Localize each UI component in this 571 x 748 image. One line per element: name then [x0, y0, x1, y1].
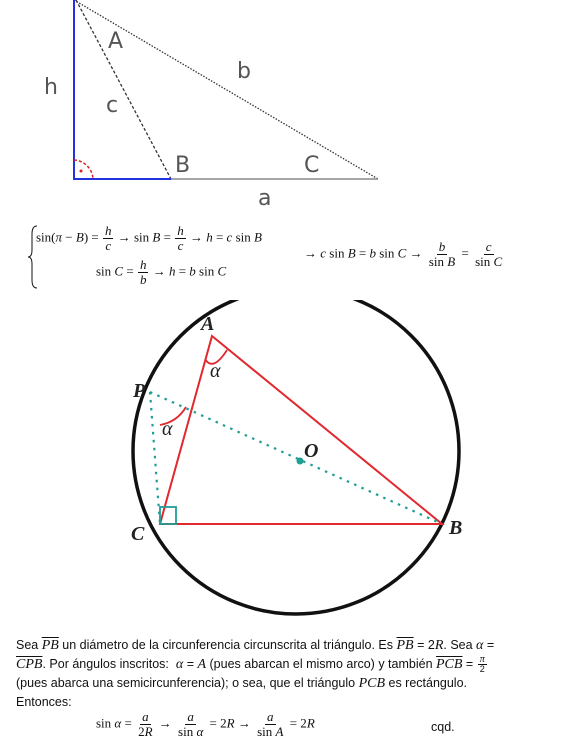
label-alpha-A: α	[210, 360, 221, 382]
label-h: h	[44, 75, 58, 100]
proof-line-4: Entonces:	[16, 695, 72, 710]
label-a: a	[258, 186, 272, 211]
label-A: A	[108, 29, 124, 54]
label-B: B	[175, 153, 191, 178]
cqd-label: cqd.	[431, 720, 455, 734]
triangle-ABC	[160, 336, 442, 524]
equation-system	[28, 224, 558, 292]
label-C: C	[304, 153, 320, 178]
label-O: O	[304, 440, 319, 462]
label-A-circle: A	[201, 313, 215, 335]
circle-figure	[0, 300, 571, 620]
proof-paragraph	[16, 636, 561, 712]
label-B-circle: B	[449, 517, 463, 539]
equation-line-2: sin C = $\frac{h}{b}$ → h = b sin C	[96, 257, 227, 287]
label-b: b	[237, 59, 251, 84]
label-P: P	[133, 380, 146, 402]
side-c	[76, 0, 171, 179]
center-point-O	[297, 458, 304, 465]
final-equation: sin α = $\frac{a}{2R}$ → $\frac{a}{\text{sin α}}$ = 2R → $\frac{a}{\text{sin A}}$ = 2R	[96, 709, 315, 739]
label-C-circle: C	[131, 523, 145, 545]
chord-PC	[150, 392, 160, 524]
label-c: c	[106, 93, 119, 118]
proof-line-3: (pues abarca una semicircunferencia); o sea, que el triángulo PCB es rectángulo.	[16, 676, 468, 692]
triangle-figure	[0, 0, 571, 215]
proof-line-1: Sea $\overline{PB}$ un diámetro de la circunferencia circunscrita al triángulo. Es $\overline{PB} = 2R$. Sea α =	[16, 638, 495, 653]
diameter-PB	[150, 392, 442, 524]
label-alpha-P: α	[162, 418, 173, 440]
proof-line-2: $\overline{CPB}$. Por ángulos inscritos: α = A (pues abarcan el mismo arco) y también $\overline{PCB}$ = $\frac{\pi}{2}$	[16, 654, 485, 675]
equation-line-1: sin(π − B) = $\frac{h}{c}$ → sin B = $\frac{h}{c}$ → h = c sin B	[36, 223, 262, 253]
circumcircle	[133, 300, 459, 614]
right-angle-dot	[80, 170, 83, 173]
right-angle-mark	[74, 160, 93, 179]
side-b	[74, 0, 378, 179]
equation-result: → c sin B = b sin C → $\frac{b}{\text{sin B}}$ = $\frac{c}{\text{sin C}}$	[304, 239, 503, 269]
